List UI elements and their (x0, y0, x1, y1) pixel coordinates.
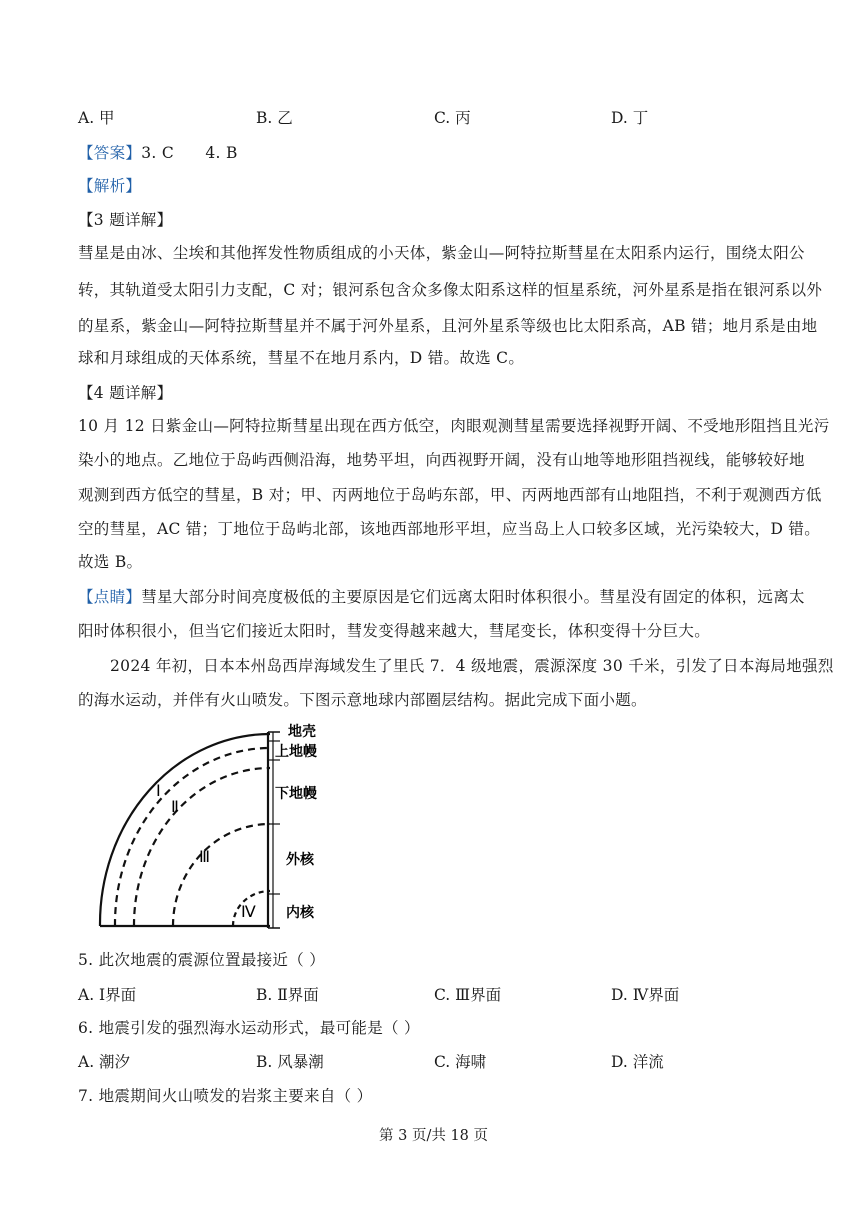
q6-option-d: D. 洋流 (611, 1053, 664, 1071)
option-b: B. 乙 (256, 109, 293, 127)
intro-line-1: 2024 年初，日本本州岛西岸海域发生了里氏 7．4 级地震，震源深度 30 千米，引发了日本海局地强烈 (110, 657, 834, 675)
q6-option-a: A. 潮汐 (78, 1053, 131, 1071)
tip-line-1 (78, 585, 805, 607)
answer-line (78, 141, 238, 163)
q3-line-3: 的星系，紫金山—阿特拉斯彗星并不属于河外星系，且河外星系等级也比太阳系高，AB 错；地月系是由地 (78, 317, 818, 335)
label-lower-mantle: 下地幔 (275, 786, 317, 802)
label-roman-1: Ⅰ (156, 781, 161, 800)
q3-line-4: 球和月球组成的天体系统，彗星不在地月系内，D 错。故选 C。 (78, 349, 525, 367)
answer-text: 3. C 4. B (141, 144, 238, 162)
q4-line-2: 染小的地点。乙地位于岛屿西侧沿海，地势平坦，向西视野开阔，没有山地等地形阻挡视线，能够较好地 (78, 451, 805, 469)
q6-option-b: B. 风暴潮 (256, 1053, 324, 1071)
q5-stem: 5. 此次地震的震源位置最接近（ ） (78, 951, 326, 969)
label-roman-3: Ⅲ (199, 847, 211, 866)
earth-structure-diagram (85, 716, 335, 931)
option-d: D. 丁 (611, 109, 649, 127)
q3-heading: 【3 题详解】 (78, 211, 173, 229)
answer-tag: 【答案】 (78, 144, 142, 162)
q5-option-b: B. Ⅱ界面 (256, 986, 319, 1004)
analysis-tag: 【解析】 (78, 177, 142, 195)
label-crust: 地壳 (288, 724, 316, 740)
q5-option-c: C. Ⅲ界面 (434, 986, 502, 1004)
page-footer: 第 3 页/共 18 页 (379, 1128, 488, 1144)
label-roman-4: Ⅳ (241, 902, 256, 921)
option-c: C. 丙 (434, 109, 471, 127)
tip-text-1: 彗星大部分时间亮度极低的主要原因是它们远离太阳时体积很小。彗星没有固定的体积，远离太 (141, 588, 805, 606)
label-roman-2: Ⅱ (171, 797, 179, 816)
q3-line-1: 彗星是由冰、尘埃和其他挥发性物质组成的小天体，紫金山—阿特拉斯彗星在太阳系内运行，围绕太阳公 (78, 244, 805, 262)
label-outer-core: 外核 (286, 852, 314, 868)
q4-heading: 【4 题详解】 (78, 384, 173, 402)
tip-tag: 【点睛】 (78, 588, 142, 606)
q4-line-1: 10 月 12 日紫金山—阿特拉斯彗星出现在西方低空，肉眼观测彗星需要选择视野开阔、不受地形阻挡且光污 (78, 417, 830, 435)
q4-line-5: 故选 B。 (78, 553, 143, 571)
tip-line-2: 阳时体积很小，但当它们接近太阳时，彗发变得越来越大，彗尾变长，体积变得十分巨大。 (78, 622, 711, 640)
label-inner-core: 内核 (286, 905, 314, 921)
intro-line-2: 的海水运动，并伴有火山喷发。下图示意地球内部圈层结构。据此完成下面小题。 (78, 691, 647, 709)
q3-line-2: 转，其轨道受太阳引力支配，C 对；银河系包含众多像太阳系这样的恒星系统，河外星系是指在银河系以外 (78, 281, 823, 299)
q4-line-4: 空的彗星，AC 错；丁地位于岛屿北部，该地西部地形平坦，应当岛上人口较多区域，光污染较大，D 错。 (78, 520, 821, 538)
q4-line-3: 观测到西方低空的彗星，B 对；甲、丙两地位于岛屿东部，甲、丙两地西部有山地阻挡，不利于观测西方低 (78, 486, 822, 504)
option-a: A. 甲 (78, 109, 115, 127)
q7-stem: 7. 地震期间火山喷发的岩浆主要来自（ ） (78, 1087, 373, 1105)
q5-option-d: D. Ⅳ界面 (611, 986, 680, 1004)
label-upper-mantle: 上地幔 (275, 744, 317, 760)
q5-option-a: A. Ⅰ界面 (78, 986, 137, 1004)
q6-option-c: C. 海啸 (434, 1053, 487, 1071)
q6-stem: 6. 地震引发的强烈海水运动形式，最可能是（ ） (78, 1019, 420, 1037)
